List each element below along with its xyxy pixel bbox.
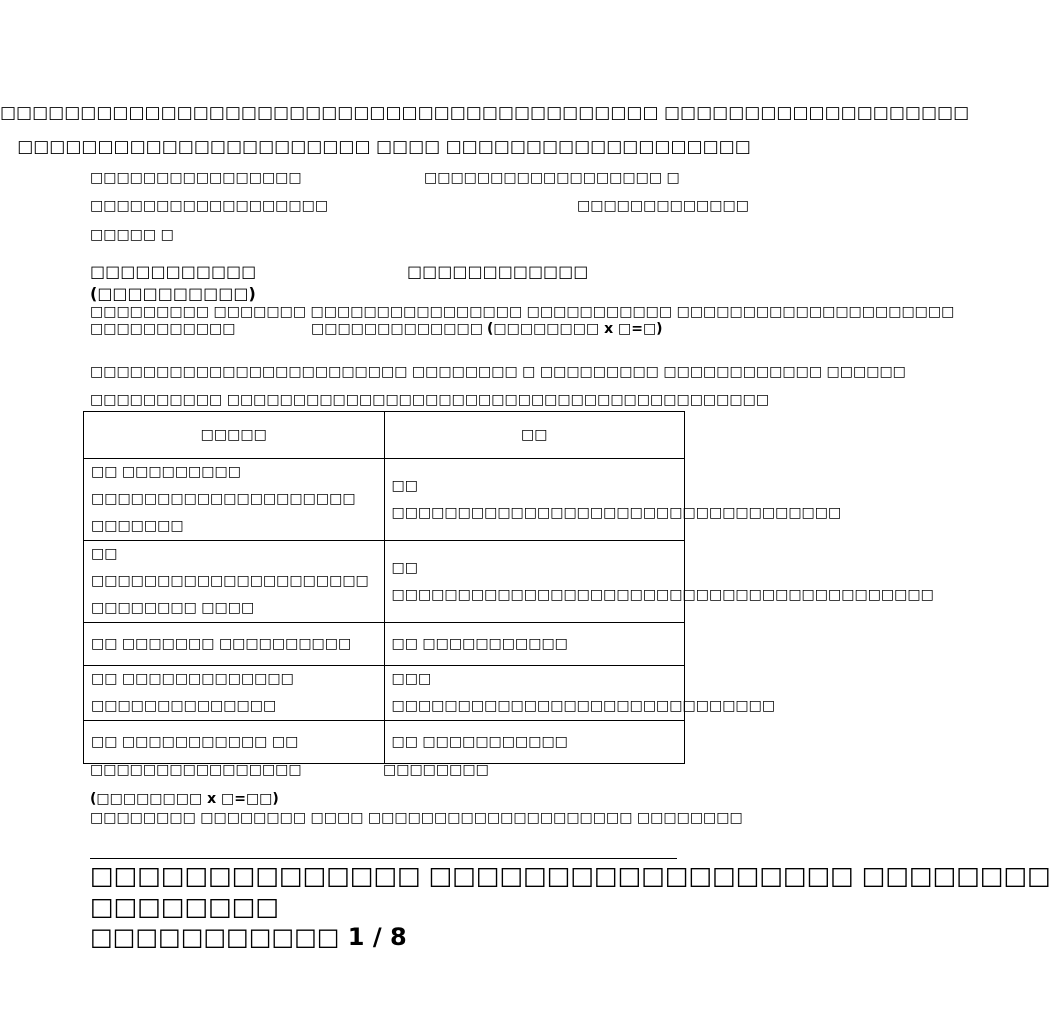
section1-heading-right: □□□□□□□□□□□□ xyxy=(407,262,589,281)
page-label: □□□□□□□□□□□ xyxy=(90,923,340,951)
section3-heading-right: □□□□□□□□ xyxy=(383,762,489,778)
title-line-2: □□□□□□□□□□□□□□□□□□□□□□ □□□□ □□□□□□□□□□□□□□□□□□□ xyxy=(17,137,751,157)
table-header-left: □□□□□ xyxy=(84,412,385,459)
section2-para-line1: □□□□□□□□□□□□□□□□□□□□□□□□ □□□□□□□□ □ □□□□□□□□□ □□□□□□□□□□□□ □□□□□□ xyxy=(90,364,906,380)
info-row2-right: □□□□□□□□□□□□□ xyxy=(577,198,749,214)
table-cell-left: □□ □□□□□□□□□ □□□□□□□□□□□□□□□□□□□□ □□□□□□□ xyxy=(84,459,385,541)
info-row1-right: □□□□□□□□□□□□□□□□□□ □ xyxy=(424,170,680,186)
table-cell-right: □□ □□□□□□□□□□□□□□□□□□□□□□□□□□□□□□□□□□ xyxy=(384,459,685,541)
page-number: 1 / 8 xyxy=(347,923,407,951)
table-cell-right: □□□ □□□□□□□□□□□□□□□□□□□□□□□□□□□□□ xyxy=(384,666,685,721)
section3-heading-left: □□□□□□□□□□□□□□□□ xyxy=(90,762,302,778)
table-cell-right: □□ □□□□□□□□□□□□□□□□□□□□□□□□□□□□□□□□□□□□□□□□□ xyxy=(384,541,685,623)
table-row xyxy=(84,541,685,623)
section2-para-line2: □□□□□□□□□□ □□□□□□□□□□□□□□□□□□□□□□□□□□□□□□□□□□□□□□□□□ xyxy=(90,392,770,408)
matching-table xyxy=(83,411,934,764)
section1-instruction-mid: □□□□□□□□□□□□□ xyxy=(311,321,483,337)
title-line-1: □□□□□□□□□□□□□□□□□□□□□□□□□□□□□□□□□□□□□□□□□ □□□□□□□□□□□□□□□□□□□ xyxy=(0,103,970,123)
section1-instruction-line1: □□□□□□□□□ □□□□□□□ □□□□□□□□□□□□□□□□ □□□□□□□□□□□ □□□□□□□□□□□□□□□□□□□□□ xyxy=(90,304,955,320)
table-cell-right: □□ □□□□□□□□□□□ xyxy=(384,623,685,666)
table-row xyxy=(84,721,685,764)
section3-marks: (□□□□□□□□ x □=□□) xyxy=(90,791,279,807)
table-row xyxy=(84,459,685,541)
table-cell-left: □□ □□□□□□□□□□□□□ □□□□□□□□□□□□□□ xyxy=(84,666,385,721)
footer-line-1: □□□□□□□□□□□□□□ □□□□□□□□□□□□□□□□□□ □□□□□□□□ xyxy=(90,861,1051,890)
section1-instruction-line2: □□□□□□□□□□□ xyxy=(90,321,236,337)
table-cell-left: □□ □□□□□□□□□□□□□□□□□□□□□ □□□□□□□□ □□□□ xyxy=(84,541,385,623)
info-row2-left: □□□□□□□□□□□□□□□□□□ xyxy=(90,198,329,214)
table-header-right: □□ xyxy=(384,412,685,459)
table-cell-left: □□ □□□□□□□ □□□□□□□□□□ xyxy=(84,623,385,666)
table-row xyxy=(84,666,685,721)
footer-line-2: □□□□□□□□ xyxy=(90,892,279,921)
footer-divider xyxy=(90,858,677,859)
section1-marks: (□□□□□□□□ x □=□) xyxy=(487,321,663,337)
table-cell-left: □□ □□□□□□□□□□□ □□ xyxy=(84,721,385,764)
table-row xyxy=(84,623,685,666)
section1-sub-heading: (□□□□□□□□□□) xyxy=(90,284,256,303)
page-indicator xyxy=(90,923,407,951)
table-cell-right: □□ □□□□□□□□□□□ xyxy=(384,721,685,764)
section1-heading-left: □□□□□□□□□□□ xyxy=(90,262,257,281)
section3-instruction: □□□□□□□□ □□□□□□□□ □□□□ □□□□□□□□□□□□□□□□□□□□ □□□□□□□□ xyxy=(90,810,743,826)
info-row3: □□□□□ □ xyxy=(90,227,174,243)
info-row1-left: □□□□□□□□□□□□□□□□ xyxy=(90,170,302,186)
